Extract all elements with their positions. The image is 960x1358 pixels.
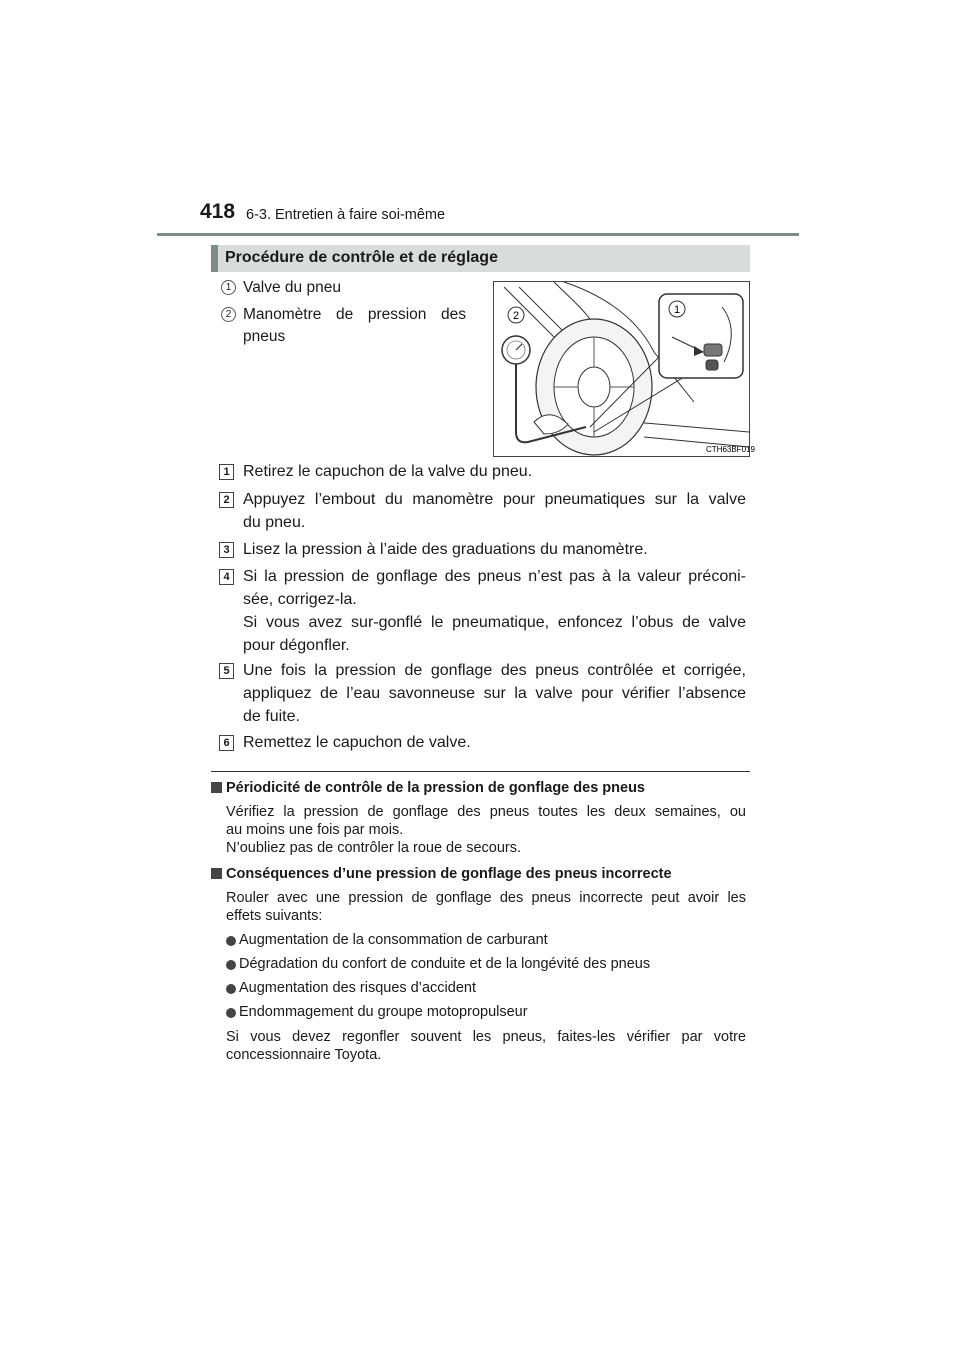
note-text-consequences xyxy=(226,889,746,925)
note-title-consequences xyxy=(226,866,672,882)
bullet-item xyxy=(226,980,476,996)
note-line: concessionnaire Toyota. xyxy=(226,1047,382,1063)
step-line: du pneu. xyxy=(243,514,306,531)
step-number-4: 4 xyxy=(219,569,234,585)
note-title-text: Périodicité de contrôle de la pression de gonflage des pneus xyxy=(226,780,645,796)
note-text-frequency xyxy=(226,803,746,857)
step-text-1 xyxy=(243,460,746,483)
figure-callout-1: 1 xyxy=(674,304,681,316)
step-line: de fuite. xyxy=(243,708,300,725)
note-title-text: Conséquences d’une pression de gonflage des pneus incorrecte xyxy=(226,866,672,882)
step-number-3: 3 xyxy=(219,542,234,558)
callout-label-gauge: Manomètre de pression des xyxy=(243,306,466,323)
figure-callout-2: 2 xyxy=(513,310,520,322)
callout-label-gauge-cont: pneus xyxy=(243,328,286,345)
bullet-text: Augmentation de la consommation de carburant xyxy=(239,932,548,948)
note-line: effets suivants: xyxy=(226,908,323,924)
tire-gauge-illustration xyxy=(494,282,755,456)
step-line: Si vous avez sur-gonflé le pneumatique, enfoncez l’obus de valve xyxy=(243,614,746,631)
step-line: sée, corrigez-la. xyxy=(243,591,357,608)
note-line: Vérifiez la pression de gonflage des pneus toutes les deux semaines, ou xyxy=(226,804,746,820)
step-text-2 xyxy=(243,488,746,534)
bullet-text: Augmentation des risques d’accident xyxy=(239,980,476,996)
bullet-text: Endommagement du groupe motopropulseur xyxy=(239,1004,528,1020)
callout-number-2: 2 xyxy=(221,307,236,322)
figure-code: CTH63BF019 xyxy=(706,445,755,454)
chapter-title: 6-3. Entretien à faire soi-même xyxy=(246,207,446,223)
note-line: au moins une fois par mois. xyxy=(226,822,404,838)
notes-divider xyxy=(211,771,750,772)
step-line: Une fois la pression de gonflage des pneus contrôlée et corrigée, xyxy=(243,662,746,679)
square-bullet-icon xyxy=(211,782,222,793)
note-title-frequency xyxy=(226,780,645,796)
step-number-5: 5 xyxy=(219,663,234,679)
bullet-item xyxy=(226,1004,528,1020)
bullet-dot-icon xyxy=(226,960,236,970)
callout-label-valve: Valve du pneu xyxy=(243,279,341,296)
step-number-1: 1 xyxy=(219,464,234,480)
step-line: Appuyez l’embout du manomètre pour pneumatiques sur la valve xyxy=(243,491,746,508)
step-line: Remettez le capuchon de valve. xyxy=(243,734,471,751)
bullet-item xyxy=(226,932,548,948)
step-line: appliquez de l’eau savonneuse sur la valve pour vérifier l’absence xyxy=(243,685,746,702)
callout-number-1: 1 xyxy=(221,280,236,295)
square-bullet-icon xyxy=(211,868,222,879)
step-text-5 xyxy=(243,659,746,728)
step-line: Si la pression de gonflage des pneus n’est pas à la valeur préconi- xyxy=(243,568,746,585)
step-number-6: 6 xyxy=(219,735,234,751)
bullet-dot-icon xyxy=(226,936,236,946)
note-line: Si vous devez regonfler souvent les pneus, faites-les vérifier par votre xyxy=(226,1029,746,1045)
page-number: 418 xyxy=(200,200,236,223)
note-closing xyxy=(226,1028,746,1064)
bullet-item xyxy=(226,956,650,972)
section-title: Procédure de contrôle et de réglage xyxy=(225,249,498,266)
step-line: Lisez la pression à l’aide des graduations du manomètre. xyxy=(243,541,648,558)
bullet-dot-icon xyxy=(226,984,236,994)
step-line: pour dégonfler. xyxy=(243,637,350,654)
section-header-bar xyxy=(211,245,218,272)
tire-pressure-figure xyxy=(493,281,755,457)
step-text-3 xyxy=(243,538,746,561)
step-number-2: 2 xyxy=(219,492,234,508)
step-text-6 xyxy=(243,731,746,754)
note-line: Rouler avec une pression de gonflage des pneus incorrecte peut avoir les xyxy=(226,890,746,906)
section-header xyxy=(211,245,750,272)
header-divider xyxy=(157,233,799,236)
note-line: N’oubliez pas de contrôler la roue de secours. xyxy=(226,840,521,856)
step-text-4 xyxy=(243,565,746,657)
bullet-text: Dégradation du confort de conduite et de la longévité des pneus xyxy=(239,956,651,972)
valve-inset xyxy=(659,294,743,378)
step-line: Retirez le capuchon de la valve du pneu. xyxy=(243,463,533,480)
bullet-dot-icon xyxy=(226,1008,236,1018)
